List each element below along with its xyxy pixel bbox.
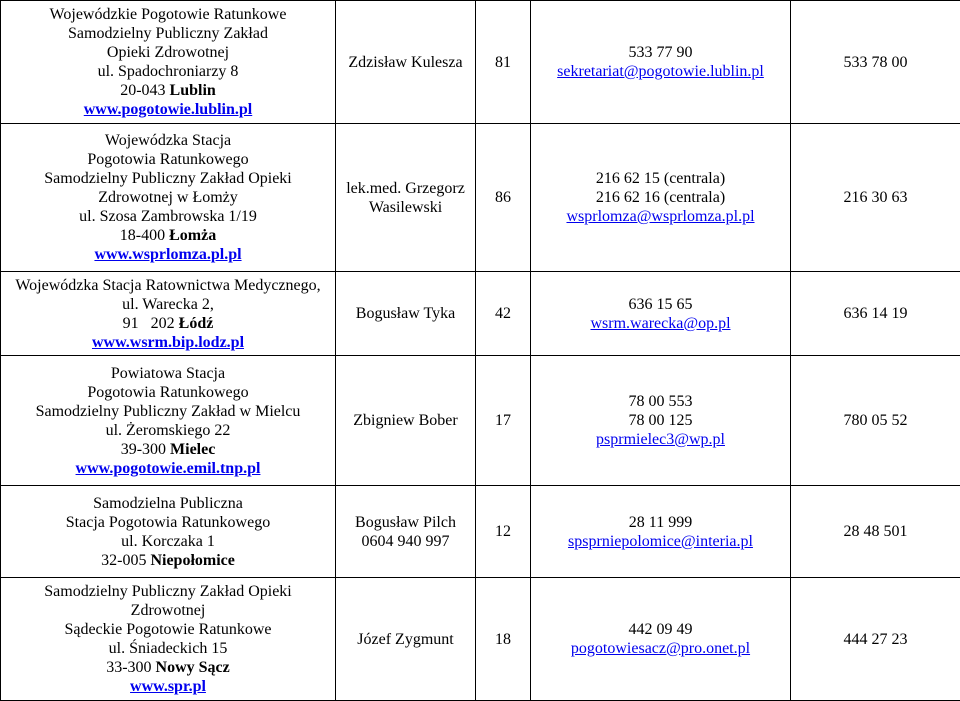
postal-code: 18-400: [120, 227, 165, 244]
institution-cell: [1, 124, 336, 272]
email-link[interactable]: psprmielec3@wp.pl: [596, 431, 725, 448]
institution-line: Sądeckie Pogotowie Ratunkowe: [5, 620, 331, 639]
director-line: Wasilewski: [340, 198, 471, 217]
email-link[interactable]: spsprniepolomice@interia.pl: [568, 533, 753, 550]
institution-line: ul. Spadochroniarzy 8: [5, 62, 331, 81]
institution-line: Samodzielny Publiczny Zakład Opieki: [5, 169, 331, 188]
director-cell: [336, 356, 476, 486]
phone-line: 78 00 553: [535, 392, 786, 411]
postal-code: 91 202: [123, 315, 175, 332]
institution-line: Powiatowa Stacja: [5, 364, 331, 383]
institution-line: ul. Szosa Zambrowska 1/19: [5, 207, 331, 226]
institution-line: Wojewódzkie Pogotowie Ratunkowe: [5, 5, 331, 24]
director-line: Bogusław Tyka: [340, 304, 471, 323]
table-row: [1, 124, 960, 272]
city-name: Mielec: [170, 441, 215, 458]
institution-line: Zdrowotnej w Łomży: [5, 188, 331, 207]
email-link[interactable]: pogotowiesacz@pro.onet.pl: [571, 640, 750, 657]
fax-cell: 216 30 63: [791, 124, 960, 272]
institution-cell: [1, 486, 336, 578]
phone-line: 28 11 999: [535, 513, 786, 532]
director-cell: [336, 272, 476, 356]
count-cell: 86: [476, 124, 531, 272]
fax-cell: 636 14 19: [791, 272, 960, 356]
institution-line: Samodzielny Publiczny Zakład w Mielcu: [5, 402, 331, 421]
website-link[interactable]: www.pogotowie.emil.tnp.pl: [76, 460, 261, 477]
institution-line: ul. Korczaka 1: [5, 532, 331, 551]
postal-city: [5, 226, 331, 245]
postal-city: [5, 658, 331, 677]
city-name: Nowy Sącz: [156, 659, 230, 676]
table-row: [1, 1, 960, 124]
count-cell: 17: [476, 356, 531, 486]
website-link[interactable]: www.pogotowie.lublin.pl: [84, 101, 252, 118]
count-cell: 81: [476, 1, 531, 124]
postal-code: 33-300: [106, 659, 151, 676]
count-cell: 12: [476, 486, 531, 578]
institution-cell: [1, 356, 336, 486]
postal-code: 32-005: [101, 552, 146, 569]
fax-cell: 28 48 501: [791, 486, 960, 578]
director-line: Zdzisław Kulesza: [340, 53, 471, 72]
postal-city: [5, 551, 331, 570]
institution-line: Zdrowotnej: [5, 601, 331, 620]
phone-line: 216 62 15 (centrala): [535, 169, 786, 188]
city-name: Niepołomice: [150, 552, 234, 569]
postal-code: 39-300: [121, 441, 166, 458]
director-cell: [336, 1, 476, 124]
email-link[interactable]: sekretariat@pogotowie.lublin.pl: [557, 63, 764, 80]
email-link[interactable]: wsrm.warecka@op.pl: [590, 315, 730, 332]
institution-line: ul. Śniadeckich 15: [5, 639, 331, 658]
city-name: Łódź: [179, 315, 214, 332]
phone-line: 78 00 125: [535, 411, 786, 430]
institution-line: ul. Żeromskiego 22: [5, 421, 331, 440]
city-name: Łomża: [169, 227, 216, 244]
director-line: Józef Zygmunt: [340, 630, 471, 649]
institution-line: Opieki Zdrowotnej: [5, 43, 331, 62]
contact-cell: [531, 272, 791, 356]
phone-line: 533 77 90: [535, 43, 786, 62]
director-line: 0604 940 997: [340, 532, 471, 551]
director-line: Zbigniew Bober: [340, 411, 471, 430]
institution-line: Samodzielna Publiczna: [5, 494, 331, 513]
postal-city: [5, 314, 331, 333]
institution-line: Samodzielny Publiczny Zakład Opieki: [5, 582, 331, 601]
institution-line: Wojewódzka Stacja: [5, 131, 331, 150]
table-row: [1, 356, 960, 486]
postal-code: 20-043: [120, 82, 165, 99]
institution-line: Pogotowia Ratunkowego: [5, 150, 331, 169]
director-line: Bogusław Pilch: [340, 513, 471, 532]
institution-cell: [1, 1, 336, 124]
phone-line: 442 09 49: [535, 620, 786, 639]
count-cell: 42: [476, 272, 531, 356]
institution-line: ul. Warecka 2,: [5, 295, 331, 314]
phone-line: 216 62 16 (centrala): [535, 188, 786, 207]
contact-cell: [531, 578, 791, 701]
fax-cell: 444 27 23: [791, 578, 960, 701]
phone-line: 636 15 65: [535, 295, 786, 314]
contact-cell: [531, 124, 791, 272]
count-cell: 18: [476, 578, 531, 701]
website-link[interactable]: www.wsrm.bip.lodz.pl: [92, 334, 244, 351]
fax-cell: 780 05 52: [791, 356, 960, 486]
contact-cell: [531, 356, 791, 486]
table-row: [1, 578, 960, 701]
director-cell: [336, 486, 476, 578]
director-cell: [336, 578, 476, 701]
institution-line: Wojewódzka Stacja Ratownictwa Medycznego,: [5, 276, 331, 295]
institution-cell: [1, 272, 336, 356]
table-row: [1, 486, 960, 578]
contact-cell: [531, 486, 791, 578]
postal-city: [5, 81, 331, 100]
director-line: lek.med. Grzegorz: [340, 179, 471, 198]
institution-line: Stacja Pogotowia Ratunkowego: [5, 513, 331, 532]
institution-cell: [1, 578, 336, 701]
email-link[interactable]: wsprlomza@wsprlomza.pl.pl: [566, 208, 754, 225]
institution-line: Samodzielny Publiczny Zakład: [5, 24, 331, 43]
website-link[interactable]: www.spr.pl: [130, 678, 206, 695]
table-body: [1, 1, 960, 701]
director-cell: [336, 124, 476, 272]
city-name: Lublin: [170, 82, 216, 99]
table-row: [1, 272, 960, 356]
institution-line: Pogotowia Ratunkowego: [5, 383, 331, 402]
contact-cell: [531, 1, 791, 124]
website-link[interactable]: www.wsprlomza.pl.pl: [94, 246, 241, 263]
postal-city: [5, 440, 331, 459]
fax-cell: 533 78 00: [791, 1, 960, 124]
